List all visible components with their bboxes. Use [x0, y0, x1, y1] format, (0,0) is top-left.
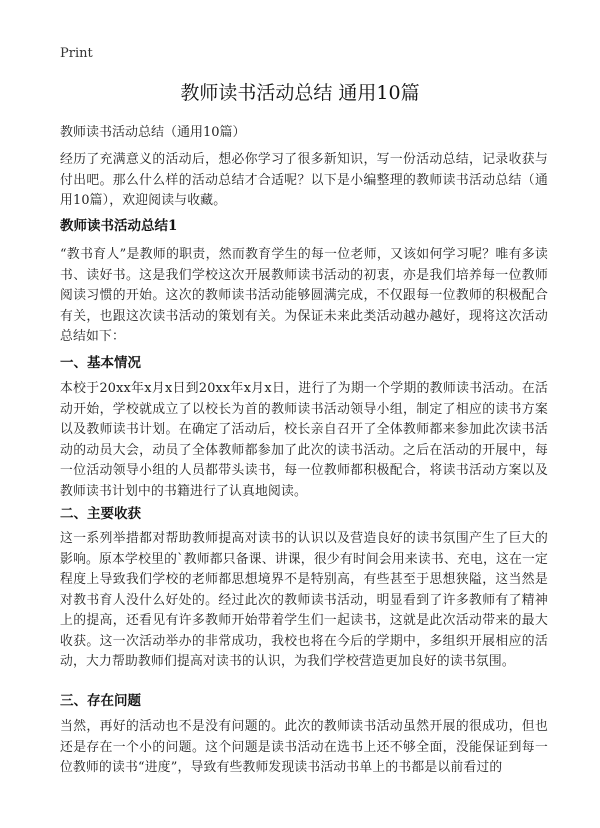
- heading-main-gains: 二、主要收获: [60, 506, 141, 522]
- main-gains-paragraph: 这一系列举措都对帮助教师提高对读书的认识以及营造良好的读书氛围产生了巨大的影响。原本学校里的`教师都只备课、讲课，很少有时间会用来读书、充电，这在一定程度上导致我们学校的老师都思想境界不是特别高，有些甚至于思想狭隘，这当然是对教书育人没什么好处的。经过此次的教师读书活动，明显看到了许多教师有了精神上的提高，还看见有许多教师开始带着学生们一起读书，这就是此次活动带来的最大收获。这一次活动举办的非常成功，我校也将在今后的学期中，多组织开展相应的活动，大力帮助教师们提高对读书的认识，为我们学校营造更加良好的读书氛围。: [60, 531, 548, 669]
- heading-existing-problems: 三、存在问题: [60, 693, 141, 709]
- page-title: 教师读书活动总结 通用10篇: [180, 82, 420, 104]
- basic-situation-paragraph: 本校于20xx年x月x日到20xx年x月x日，进行了为期一个学期的教师读书活动。在活动开始，学校就成立了以校长为首的教师读书活动领导小组，制定了相应的读书方案以及教师读书计划。在确定了活动后，校长亲自召开了全体教师都来参加此次读书活动的动员大会，动员了全体教师都参加了此次的读书活动。之后在活动的开展中，每一位活动领导小组的人员都带头读书，每一位教师都积极配合，将读书活动方案以及教师读书计划中的书籍进行了认真地阅读。: [60, 381, 548, 499]
- section-heading-1: 教师读书活动总结1: [60, 218, 178, 234]
- intro-paragraph: 经历了充满意义的活动后，想必你学习了很多新知识，写一份活动总结，记录收获与付出吧。那么什么样的活动总结才合适呢？以下是小编整理的教师读书活动总结（通用10篇），欢迎阅读与收藏。: [60, 152, 548, 208]
- document-subtitle: 教师读书活动总结（通用10篇）: [60, 125, 246, 140]
- existing-problems-paragraph: 当然，再好的活动也不是没有问题的。此次的教师读书活动虽然开展的很成功，但也还是存在一个小的问题。这个问题是读书活动在选书上还不够全面，没能保证到每一位教师的读书“进度”，导致有些教师发现读书活动书单上的书都是以前看过的: [60, 719, 548, 775]
- print-label[interactable]: Print: [60, 46, 93, 61]
- section1-intro-paragraph: “教书育人”是教师的职责，然而教育学生的每一位老师，又该如何学习呢？唯有多读书、读好书。这是我们学校这次开展教师读书活动的初衷，亦是我们培养每一位教师阅读习惯的开始。这次的教师读书活动能够圆满完成，不仅跟每一位教师的积极配合有关，也跟这次读书活动的策划有关。为保证未来此类活动越办越好，现将这次活动总结如下：: [60, 247, 548, 344]
- heading-basic-situation: 一、基本情况: [60, 355, 141, 371]
